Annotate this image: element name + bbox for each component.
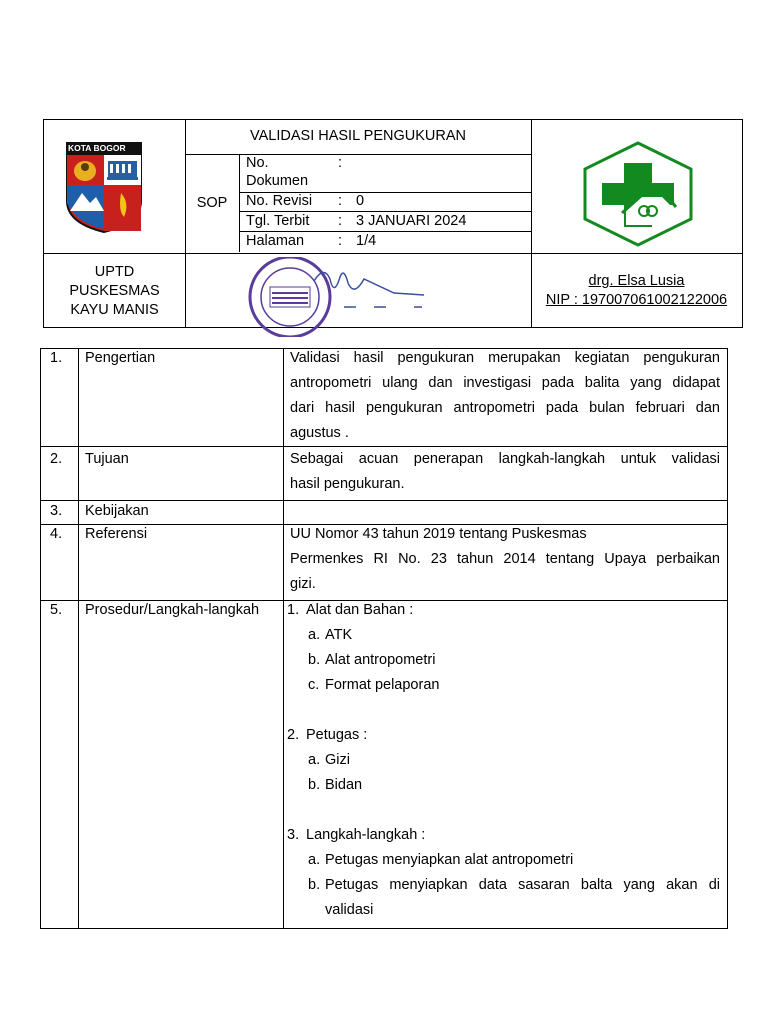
- row-number: 2.: [50, 451, 63, 467]
- section-title: Petugas :: [306, 727, 368, 743]
- procedure-item: [287, 848, 721, 873]
- item-text: Bidan: [325, 777, 363, 793]
- org-line-2: PUSKESMAS: [69, 283, 160, 299]
- section-title: Langkah-langkah :: [306, 827, 426, 843]
- procedure-list: [287, 598, 721, 923]
- puskesmas-logo: [582, 141, 694, 247]
- content-line: gizi.: [290, 576, 316, 592]
- document-title: VALIDASI HASIL PENGUKURAN: [250, 128, 466, 144]
- item-letter: b.: [308, 877, 321, 893]
- item-text: Petugas menyiapkan alat antropometri: [325, 852, 574, 868]
- logo-city-label: KOTA BOGOR: [68, 143, 126, 153]
- row-label: Prosedur/Langkah-langkah: [85, 602, 260, 618]
- content-line: dari hasil pengukuran antropometri pada bulan februari dan: [290, 400, 720, 416]
- item-letter: c.: [308, 677, 320, 693]
- row-number: 1.: [50, 350, 63, 366]
- divider: [44, 253, 742, 254]
- procedure-item: [287, 748, 721, 773]
- procedure-section-title: [287, 723, 721, 748]
- divider: [283, 349, 284, 928]
- procedure-section-title: [287, 823, 721, 848]
- item-letter: b.: [308, 777, 321, 793]
- item-letter: b.: [308, 652, 321, 668]
- item-letter: a.: [308, 852, 321, 868]
- row-number: 5.: [50, 602, 63, 618]
- procedure-section-title: [287, 598, 721, 623]
- row-number: 4.: [50, 526, 63, 542]
- section-number: 1.: [287, 602, 300, 618]
- item-letter: a.: [308, 752, 321, 768]
- sop-label: SOP: [196, 195, 228, 211]
- meta-label-doc-no-2: Dokumen: [246, 173, 309, 189]
- item-text: ATK: [325, 627, 353, 643]
- row-number: 3.: [50, 503, 63, 519]
- content-line: Permenkes RI No. 23 tahun 2014 tentang Upaya perbaikan: [290, 551, 720, 567]
- meta-value-issue-date: 3 JANUARI 2024: [356, 213, 467, 229]
- row-label: Referensi: [85, 526, 148, 542]
- section-number: 2.: [287, 727, 300, 743]
- item-text-continued: validasi: [325, 902, 374, 918]
- row-content: [290, 522, 720, 597]
- meta-label-issue-date: Tgl. Terbit: [246, 213, 310, 229]
- content-line: agustus .: [290, 425, 349, 441]
- item-text: Alat antropometri: [325, 652, 436, 668]
- divider: [185, 120, 186, 327]
- procedure-item: [287, 773, 721, 798]
- content-line: antropometri ulang dan investigasi pada balita yang didapat: [290, 375, 720, 391]
- row-content: [290, 447, 720, 497]
- meta-sep: :: [338, 155, 343, 171]
- section-title: Alat dan Bahan :: [306, 602, 414, 618]
- procedure-item: [287, 673, 721, 698]
- section-number: 3.: [287, 827, 300, 843]
- meta-label-doc-no: No.: [246, 155, 269, 171]
- row-label: Tujuan: [85, 451, 129, 467]
- divider: [239, 154, 240, 252]
- item-letter: a.: [308, 627, 321, 643]
- content-line: hasil pengukuran.: [290, 476, 405, 492]
- org-line-1: UPTD: [94, 264, 135, 280]
- item-text: Format pelaporan: [325, 677, 440, 693]
- row-content: [290, 346, 720, 446]
- meta-sep: :: [338, 233, 343, 249]
- content-line: Validasi hasil pengukuran merupakan kegiatan pengukuran: [290, 350, 720, 366]
- procedure-item: [287, 623, 721, 648]
- procedure-item: [287, 648, 721, 673]
- org-line-3: KAYU MANIS: [70, 302, 159, 318]
- signer-nip: NIP : 197007061002122006: [545, 292, 728, 308]
- item-text: Gizi: [325, 752, 350, 768]
- divider: [185, 154, 531, 155]
- official-stamp-signature: [244, 257, 444, 337]
- divider: [78, 349, 79, 928]
- meta-sep: :: [338, 193, 343, 209]
- item-text: Petugas menyiapkan data sasaran balta yang akan di: [325, 877, 720, 893]
- kota-bogor-logo: [64, 141, 144, 233]
- content-line: UU Nomor 43 tahun 2019 tentang Puskesmas: [290, 526, 587, 542]
- meta-label-page: Halaman: [246, 233, 305, 249]
- row-label: Kebijakan: [85, 503, 149, 519]
- header-table: [43, 119, 743, 328]
- row-label: Pengertian: [85, 350, 156, 366]
- sop-content-table: [40, 348, 728, 929]
- signer-name: drg. Elsa Lusia: [588, 273, 685, 289]
- meta-sep: :: [338, 213, 343, 229]
- procedure-item: [287, 873, 721, 923]
- content-line: Sebagai acuan penerapan langkah-langkah untuk validasi: [290, 451, 720, 467]
- meta-label-revision: No. Revisi: [246, 193, 313, 209]
- meta-value-revision: 0: [356, 193, 365, 209]
- meta-value-page: 1/4: [356, 233, 377, 249]
